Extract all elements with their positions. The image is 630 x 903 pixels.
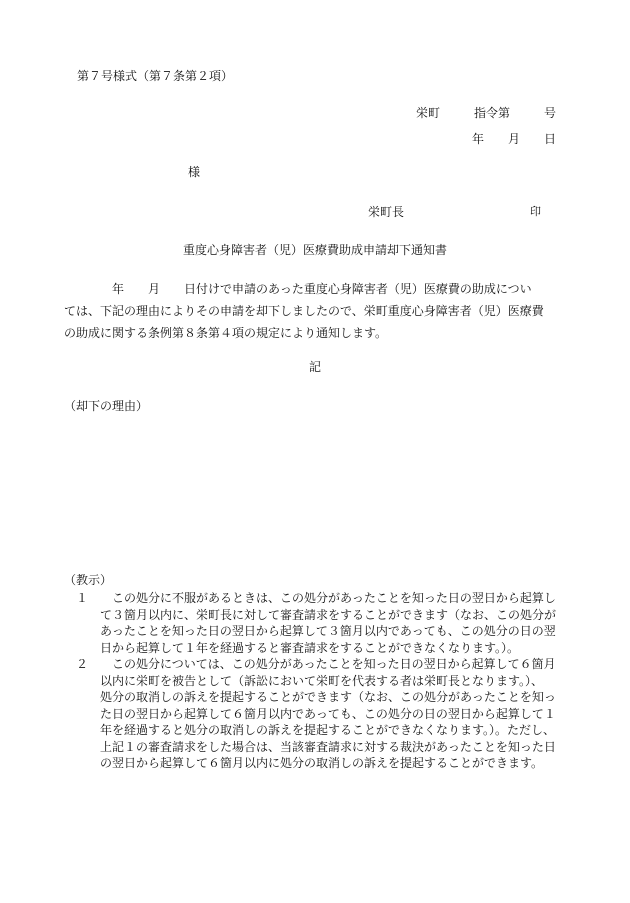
body-line: の助成に関する条例第８条第４項の規定により通知します。 — [64, 326, 388, 340]
item-line: の翌日から起算して６箇月以内に処分の取消しの訴えを提起することができます。 — [100, 756, 544, 770]
item-line: 上記１の審査請求をした場合は、当該審査請求に対する裁決があったことを知った日 — [100, 739, 556, 754]
item-line: 年を経過すると処分の取消しの訴えを提起することができなくなります。）。ただし、 — [100, 723, 556, 737]
addressee-honorific: 様 — [188, 165, 201, 179]
item-number: ２ — [76, 657, 89, 671]
directive-label: 指令第 — [473, 106, 510, 120]
instruction-item-1 — [76, 590, 576, 656]
instruction-heading: （教示） — [64, 573, 113, 587]
instruction-list — [76, 590, 576, 772]
instruction-item-2 — [76, 656, 576, 772]
rejection-reason-label: （却下の理由） — [64, 399, 149, 413]
item-line: て３箇月以内に、栄町長に対して審査請求をすることができます（なお、この処分が — [100, 607, 557, 622]
issuer-name: 栄町長 — [368, 205, 405, 219]
item-number: １ — [76, 591, 89, 605]
document-title: 重度心身障害者（児）医療費助成申請却下通知書 — [182, 243, 447, 257]
day-label: 日 — [543, 132, 556, 146]
item-line: この処分に不服があるときは、この処分があったことを知った日の翌日から起算し — [112, 591, 556, 605]
item-line: た日の翌日から起算して６箇月以内であっても、この処分の日の翌日から起算して１ — [100, 706, 556, 721]
number-label: 号 — [543, 106, 556, 120]
body-line: 年 月 日付けで申請のあった重度心身障害者（児）医療費の助成につい — [64, 282, 532, 296]
item-line: あったことを知った日の翌日から起算して３箇月以内であっても、この処分の日の翌 — [100, 624, 556, 638]
notice-body — [64, 278, 584, 344]
month-label: 月 — [507, 132, 520, 146]
item-line: 処分の取消しの訴えを提起することができます（なお、この処分があったことを知っ — [100, 690, 556, 704]
item-line: この処分については、この処分があったことを知った日の翌日から起算して６箇月 — [112, 657, 556, 671]
ki-heading: 記 — [308, 360, 321, 374]
item-line: 日から起算して１年を経過すると審査請求をすることができなくなります。）。 — [100, 640, 520, 655]
item-line: 以内に栄町を被告として（訴訟において栄町を代表する者は栄町長となります。）、 — [100, 673, 544, 688]
year-label: 年 — [471, 132, 484, 146]
seal-mark: 印 — [530, 205, 541, 218]
form-number: 第７号様式（第７条第２項） — [77, 69, 234, 83]
office-name: 栄町 — [416, 106, 441, 120]
body-line: ては、下記の理由によりその申請を却下しましたので、栄町重度心身障害者（児）医療費 — [64, 304, 544, 318]
document-number-block — [416, 104, 556, 147]
